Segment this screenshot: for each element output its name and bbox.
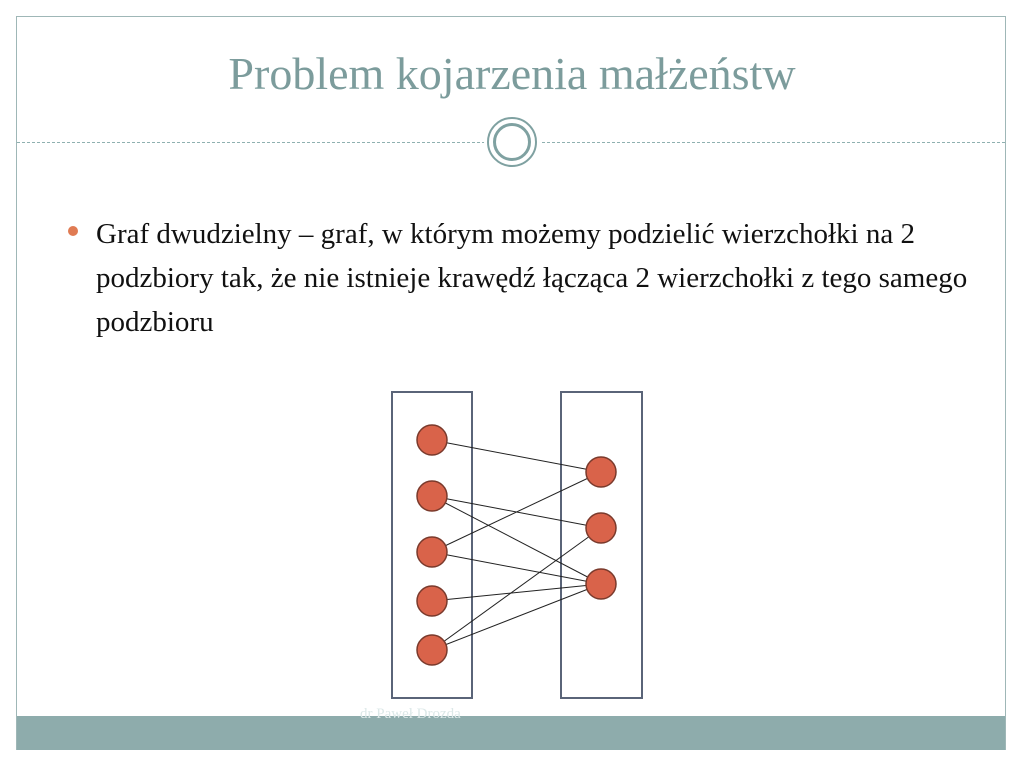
graph-node bbox=[586, 513, 616, 543]
bullet-text: Graf dwudzielny – graf, w którym możemy podzielić wierzchołki na 2 podzbiory tak, że nie istnieje krawędź łącząca 2 wierzchołki z tego samego podzbioru bbox=[96, 218, 968, 338]
graph-edges bbox=[432, 440, 601, 650]
graph-node bbox=[586, 457, 616, 487]
graph-edge bbox=[432, 584, 601, 650]
graph-node bbox=[417, 586, 447, 616]
footer-bar bbox=[17, 716, 1005, 750]
graph-edge bbox=[432, 440, 601, 472]
slide-title: Problem kojarzenia małżeństw bbox=[228, 48, 796, 99]
graph-node bbox=[417, 537, 447, 567]
graph-edge bbox=[432, 552, 601, 584]
graph-node bbox=[417, 635, 447, 665]
graph-edge bbox=[432, 584, 601, 601]
graph-edge bbox=[432, 528, 601, 650]
right-partition-box bbox=[561, 392, 642, 698]
footer-author: dr Paweł Drozda bbox=[360, 706, 461, 722]
graph-node bbox=[417, 481, 447, 511]
graph-node bbox=[586, 569, 616, 599]
graph-node bbox=[417, 425, 447, 455]
